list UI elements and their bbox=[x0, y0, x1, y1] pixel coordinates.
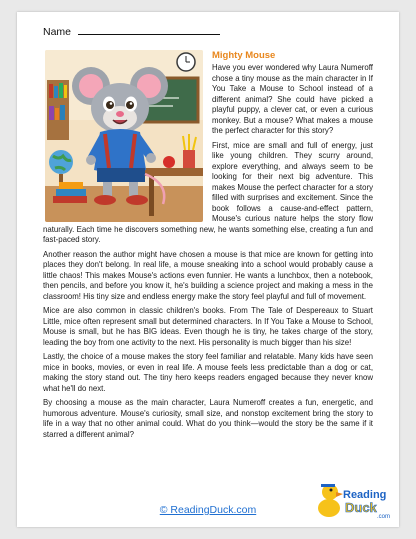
logo-word-reading: Reading bbox=[343, 489, 387, 501]
name-label: Name bbox=[43, 26, 72, 38]
worksheet-page bbox=[17, 12, 399, 527]
logo-word-duck: Duck bbox=[345, 500, 377, 515]
article-paragraph-5: Lastly, the choice of a mouse makes the story feel familiar and relatable. Many kids have seen mice in books, movies, or even in real life. A mouse feels less predictable than a dog or cat, making the story stand out. The tiny hero keeps readers engaged because they never know what he'll do next. bbox=[43, 352, 373, 393]
article-paragraph-4: Mice are also common in classic children's books. From The Tale of Despereaux to Stuart Little, mice often represent small but determined characters. In If You Take a Mouse to School, Mouse is small, but he has BIG ideas. Even though he is tiny, he takes charge of the story, leading the boy from one activity to the next. His personality is much bigger than his size! bbox=[43, 306, 373, 347]
article-title: Mighty Mouse bbox=[212, 50, 276, 61]
article-paragraph-3: Another reason the author might have chosen a mouse is that mice are known for getting into places they don't belong. In real life, a mouse sneaking into a school would probably cause a little chaos! This makes Mouse's actions even funnier. He wants a lunchbox, then a notebook, then pencils, and before you know it, he's building a science project and making a mess in the classroom! His tiny size and endless energy make the story feel playful and full of movement. bbox=[43, 249, 373, 301]
readingduck-link[interactable]: © ReadingDuck.com bbox=[159, 504, 257, 516]
illustration-space bbox=[43, 50, 204, 222]
duck-cap bbox=[321, 484, 335, 487]
article-paragraph-2: First, mice are small and full of energy, just like young children. They scurry around, explore everything, and always seem to be looking for their next big adventure. This makes Mouse the perfect character for a story filled with surprises and excitement. Since the book follows a cause-and-effect pattern, Mouse's curious nature helps the story flow naturally. Each time he discovers something new, he wants something else, creating a fun and fast-paced story. bbox=[43, 140, 373, 244]
article-paragraph-6: By choosing a mouse as the main character, Laura Numeroff creates a fun, energetic, and humorous adventure. Mouse's curiosity, small size, and nonstop excitement bring the story to life in a way that no other animal could. What do you think—would the story be the same if it starred a different animal? bbox=[43, 398, 373, 439]
name-blank-line[interactable] bbox=[78, 25, 220, 35]
duck-body bbox=[318, 499, 340, 517]
readingduck-logo[interactable] bbox=[315, 478, 391, 522]
duck-beak bbox=[336, 492, 343, 497]
logo-suffix: .com bbox=[377, 514, 391, 520]
article-paragraph-1: Have you ever wondered why Laura Numeroff chose a tiny mouse as the main character in If You Take a Mouse to School instead of a different animal? She could have picked a playful puppy, a clever cat, or even a curious monkey. But a mouse? What makes a mouse the perfect character for this story? bbox=[212, 63, 373, 135]
duck-eye bbox=[330, 489, 333, 492]
name-field-row bbox=[43, 25, 220, 38]
article-text bbox=[43, 50, 373, 444]
